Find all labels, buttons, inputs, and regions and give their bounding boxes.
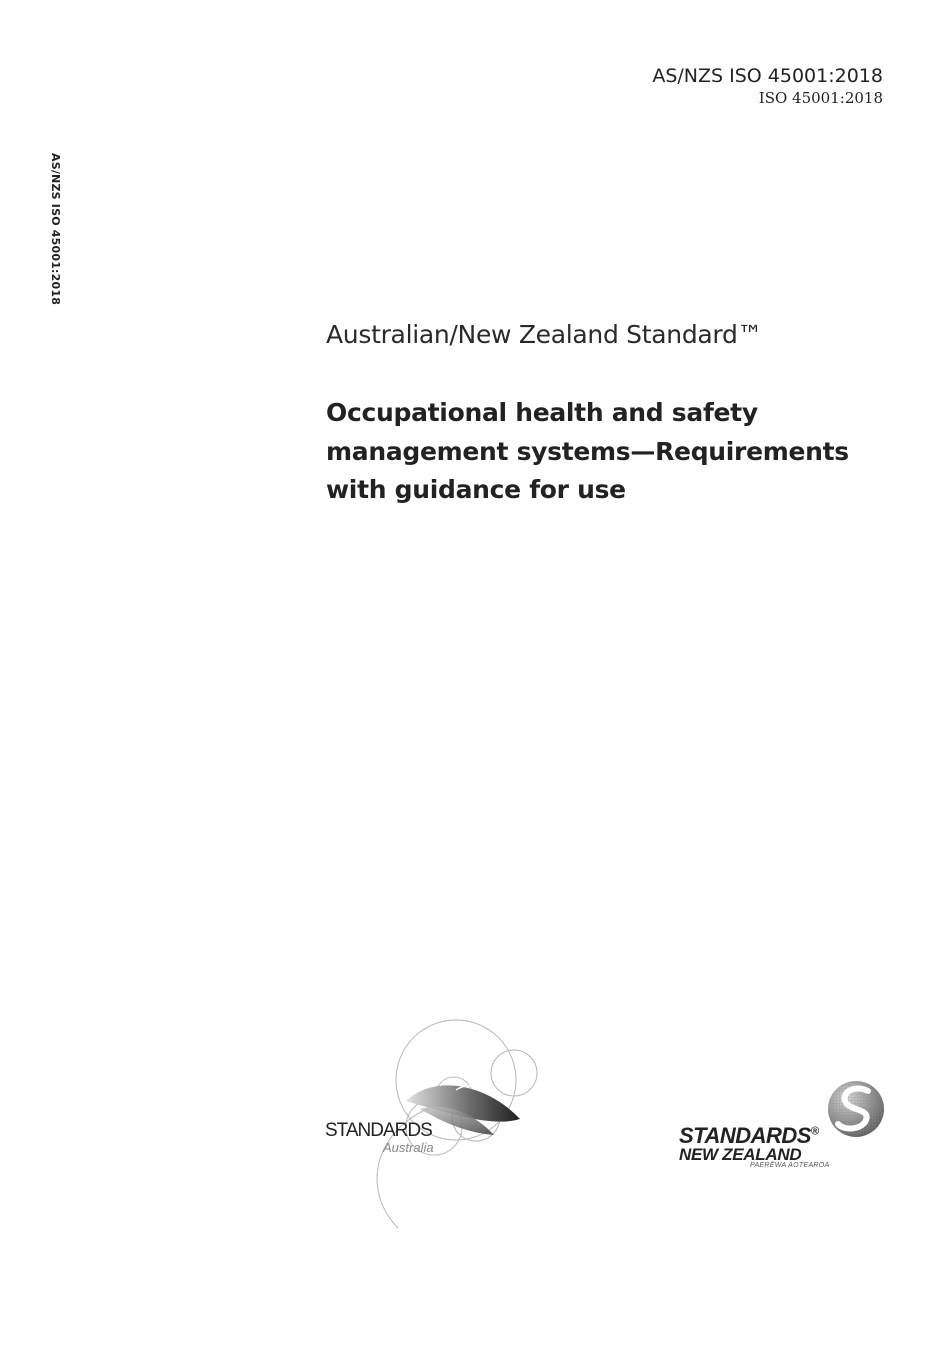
standards-nz-maori-name: PAERĒWA AOTEAROA [750, 1162, 830, 1169]
document-title [326, 394, 886, 510]
title-line: management systems—Requirements [326, 436, 849, 466]
registered-mark: ® [810, 1125, 819, 1138]
title-line: Occupational health and safety [326, 398, 758, 427]
iso-designation: ISO 45001:2018 [758, 89, 883, 107]
standards-australia-logo [316, 1015, 546, 1235]
title-line: with guidance for use [326, 475, 626, 504]
designation-block [652, 64, 883, 108]
standards-nz-wordmark-text: STANDARDS [679, 1123, 811, 1148]
standards-australia-subtitle: Australia [383, 1140, 434, 1155]
spine-designation: AS/NZS ISO 45001:2018 [49, 153, 62, 306]
standard-designation: AS/NZS ISO 45001:2018 [652, 65, 883, 87]
standards-nz-country: NEW ZEALAND [679, 1145, 802, 1164]
standards-australia-wordmark: STANDARDS [325, 1120, 432, 1141]
standards-nz-logo [676, 1078, 896, 1178]
series-label: Australian/New Zealand Standard™ [326, 320, 763, 349]
